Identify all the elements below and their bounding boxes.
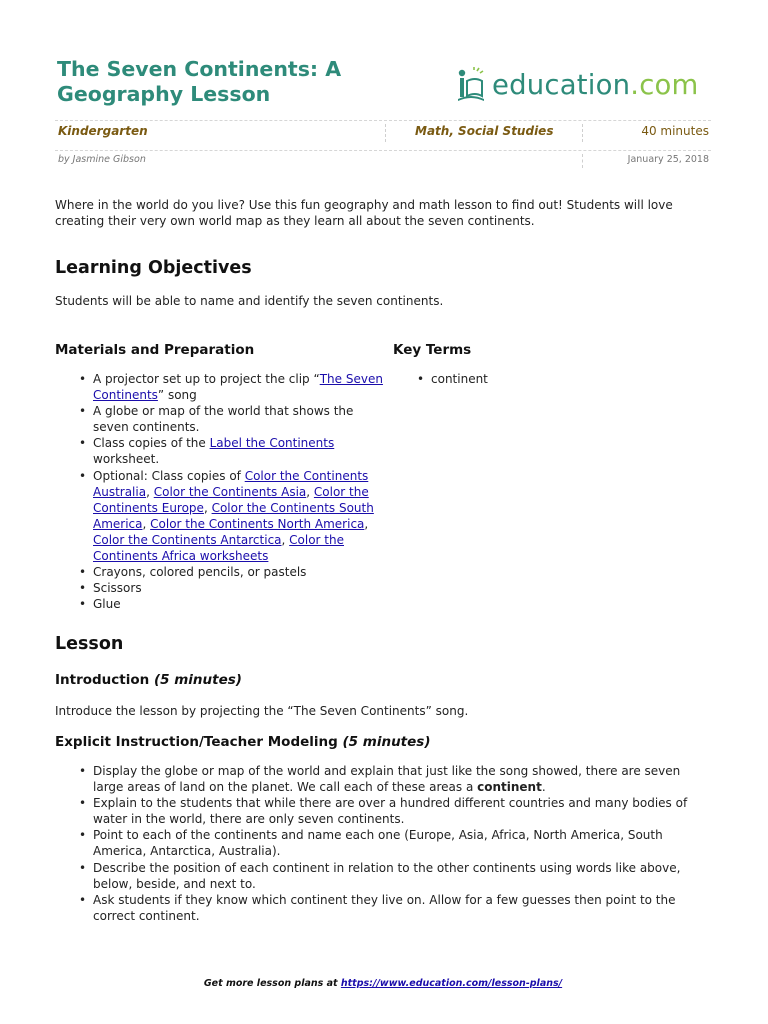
- list-item: • Display the globe or map of the world and explain that just like the song showed, there are seven large areas of land on the planet. We call each of these areas a continent.: [55, 763, 711, 795]
- lesson-meta-row: [55, 120, 711, 148]
- introduction-text: Introduce the lesson by projecting the “The Seven Continents” song.: [55, 704, 469, 718]
- learning-objectives-text: Students will be able to name and identify the seven continents.: [55, 294, 444, 308]
- label-the-continents-link[interactable]: Label the Continents: [209, 436, 335, 451]
- materials-list: [55, 371, 385, 612]
- explicit-instruction-heading: Explicit Instruction/Teacher Modeling (5 minutes): [55, 734, 431, 750]
- materials-heading: Materials and Preparation: [55, 342, 255, 358]
- list-item: • A globe or map of the world that shows the seven continents.: [55, 403, 385, 435]
- list-item: • Class copies of the Label the Continents worksheet.: [55, 435, 385, 467]
- publish-date: January 25, 2018: [627, 154, 709, 165]
- list-item: • A projector set up to project the clip “The Seven Continents” song: [55, 371, 385, 403]
- meta-divider: [582, 124, 583, 142]
- list-item: • Optional: Class copies of Color the Continents Australia, Color the Continents Asia, Color the Continents Europe, Color the Continents South America, Color the Continents North America, Color the Continents Antarctica, Color the Continents Africa worksheets: [55, 468, 385, 565]
- lesson-plans-link[interactable]: https://www.education.com/lesson-plans/: [340, 978, 563, 989]
- author-date-row: [55, 150, 711, 172]
- worksheet-link-australia[interactable]: Color the Continents Australia: [93, 468, 369, 499]
- page-footer: Get more lesson plans at https://www.education.com/lesson-plans/: [203, 978, 563, 989]
- worksheet-link-asia[interactable]: Color the Continents Asia: [153, 484, 307, 499]
- list-item: • continent: [393, 371, 693, 387]
- grade-level: Kindergarten: [58, 124, 148, 138]
- lesson-duration: 40 minutes: [641, 124, 709, 138]
- lesson-page: [55, 0, 711, 1024]
- lesson-heading: Lesson: [55, 634, 124, 654]
- lesson-intro: Where in the world do you live? Use this fun geography and math lesson to find out! Students will love creating their very own world map as they learn all about the seven continents.: [55, 198, 673, 228]
- worksheet-link-antarctica[interactable]: Color the Continents Antarctica: [93, 532, 282, 547]
- list-item: • Describe the position of each continent in relation to the other continents using words like above, below, beside, and next to.: [55, 860, 711, 892]
- subject: Math, Social Studies: [415, 124, 554, 138]
- explicit-instruction-list: [55, 763, 711, 924]
- key-terms-heading: Key Terms: [393, 342, 472, 358]
- introduction-heading: Introduction (5 minutes): [55, 672, 242, 688]
- key-terms-list: [393, 371, 693, 387]
- meta-divider: [582, 154, 583, 168]
- worksheet-link-africa[interactable]: Color the Continents Africa worksheets: [93, 532, 344, 564]
- seven-continents-song-link[interactable]: The Seven Continents: [93, 372, 383, 403]
- author: by Jasmine Gibson: [58, 154, 146, 165]
- list-item: • Point to each of the continents and name each one (Europe, Asia, Africa, North America, South America, Antarctica, Australia).: [55, 827, 711, 859]
- list-item: • Crayons, colored pencils, or pastels: [55, 564, 385, 580]
- worksheet-link-south-america[interactable]: Color the Continents South America: [93, 500, 374, 531]
- worksheet-link-north-america[interactable]: Color the Continents North America: [150, 516, 365, 531]
- page-title: The Seven Continents: A Geography Lesson: [57, 57, 342, 106]
- list-item: • Explain to the students that while there are over a hundred different countries and many bodies of water in the world, there are only seven continents.: [55, 795, 711, 827]
- list-item: • Glue: [55, 596, 385, 612]
- list-item: • Scissors: [55, 580, 385, 596]
- logo-wordmark: education.com: [492, 69, 699, 101]
- learning-objectives-heading: Learning Objectives: [55, 258, 252, 278]
- meta-divider: [385, 124, 386, 142]
- book-person-icon: [455, 67, 487, 103]
- page-header: [55, 57, 711, 113]
- education-logo[interactable]: [455, 65, 711, 105]
- list-item: • Ask students if they know which continent they live on. Allow for a few guesses then point to the correct continent.: [55, 892, 711, 924]
- worksheet-link-europe[interactable]: Color the Continents Europe: [93, 484, 369, 515]
